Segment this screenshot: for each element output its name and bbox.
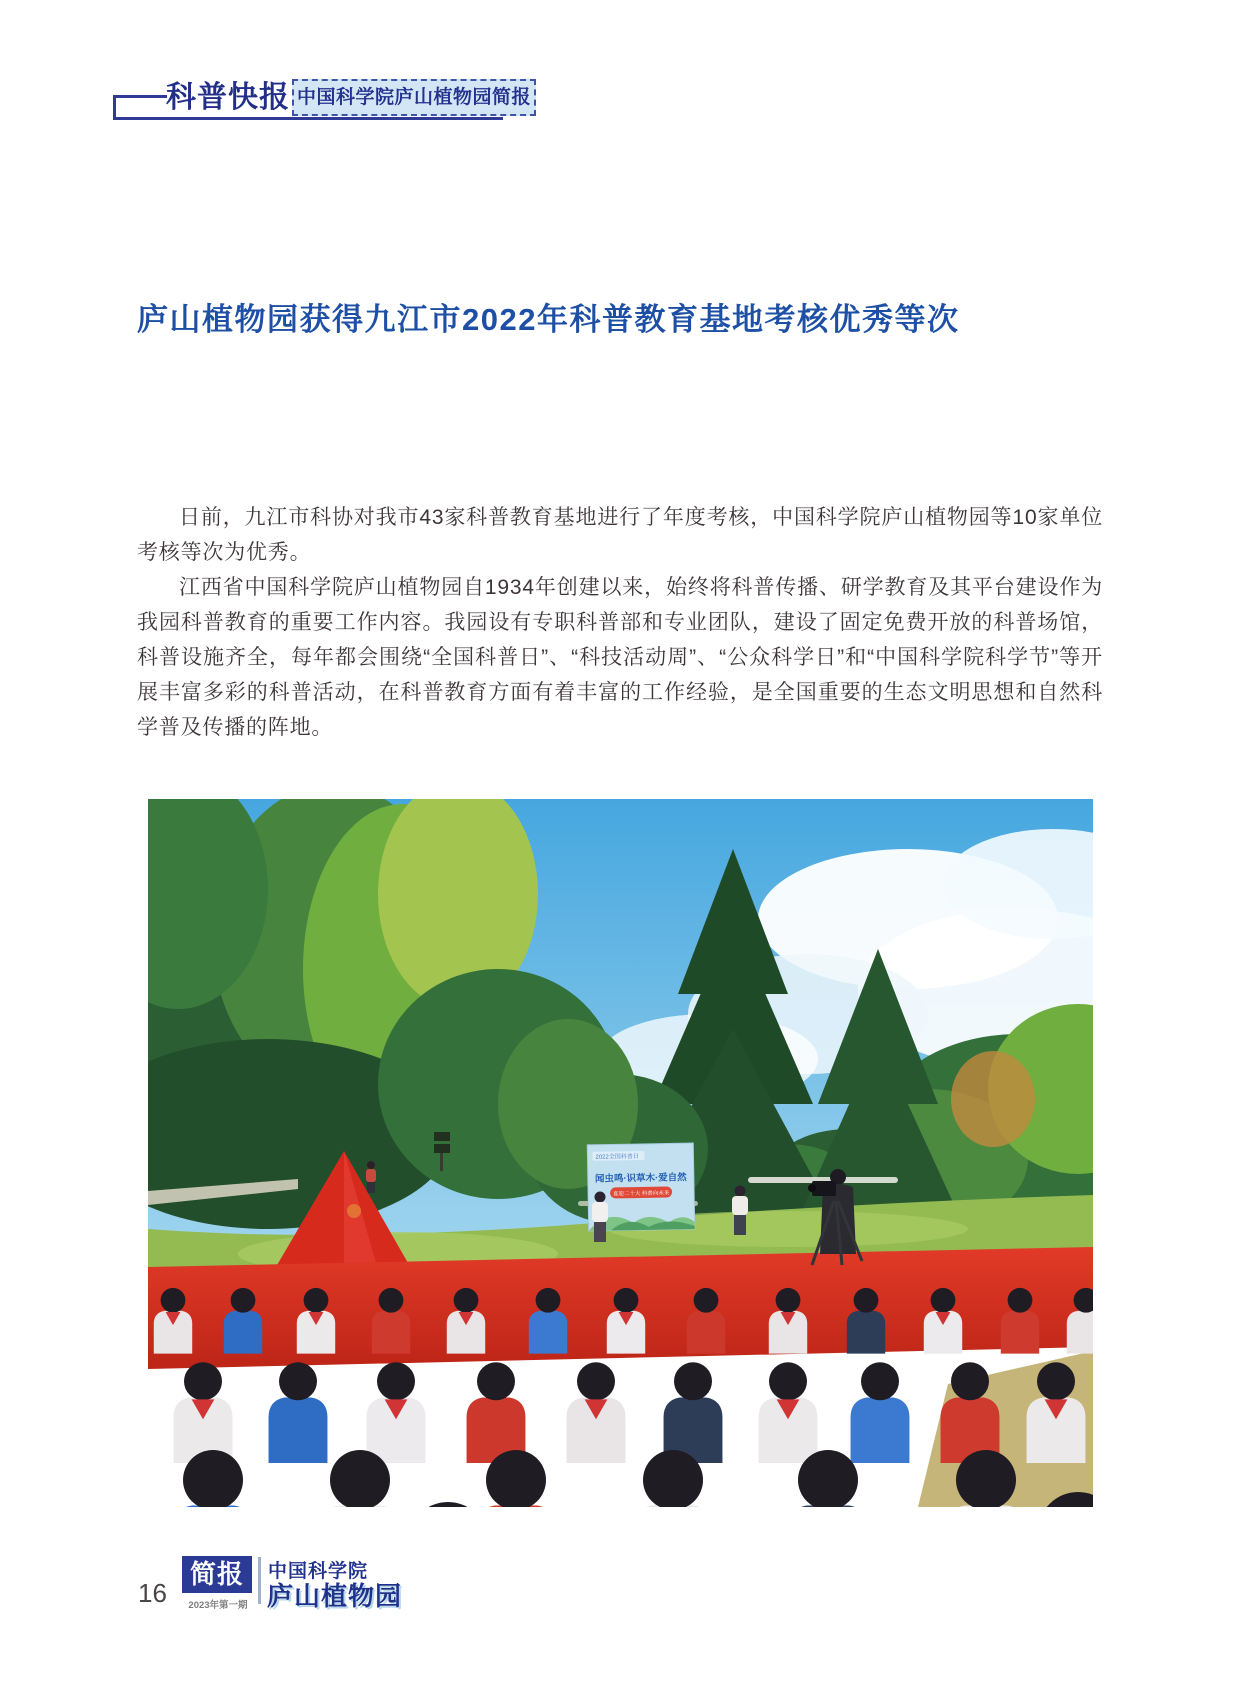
header-bulletin-subtitle: 中国科学院庐山植物园简报 — [292, 79, 536, 116]
crowd-middle-row — [174, 1362, 1086, 1463]
footer-issue: 2023年第一期 — [188, 1600, 248, 1611]
article-paragraph: 江西省中国科学院庐山植物园自1934年创建以来，始终将科普传播、研学教育及其平台建设作为我园科普教育的重要工作内容。我园设有专职科普部和专业团队，建设了固定免费开放的科普场馆，科普设施齐全，每年都会围绕“全国科普日”、“科技活动周”、“公众科学日”和“中国科学院科学节”等开展丰富多彩的科普活动，在科普教育方面有着丰富的工作经验，是全国重要的生态文明思想和自然科学普及传播的阵地。 — [137, 576, 1103, 739]
header-bracket-line — [113, 95, 167, 98]
footer-logo: 简报 — [182, 1556, 252, 1593]
article-paragraph: 日前，九江市科协对我市43家科普教育基地进行了年度考核，中国科学院庐山植物园等10家单位考核等次为优秀。 — [137, 506, 1103, 564]
footer-organization-line1: 中国科学院 — [268, 1561, 369, 1582]
distant-visitor — [366, 1161, 376, 1193]
article-title: 庐山植物园获得九江市2022年科普教育基地考核优秀等次 — [137, 302, 960, 337]
banner-title-text: 闻虫鸣·识草木·爱自然 — [594, 1172, 687, 1185]
event-photo — [148, 799, 1093, 1507]
footer-divider — [258, 1557, 261, 1604]
banner-tag-text: 2022全国科普日 — [595, 1154, 639, 1161]
footer-organization-line2: 庐山植物园 — [267, 1581, 403, 1611]
article-body — [137, 500, 1103, 745]
header-bracket-line — [113, 117, 503, 120]
page-number: 16 — [138, 1578, 167, 1608]
banner-slogan-text: 喜迎二十大 科普向未来 — [612, 1190, 670, 1198]
header-section-tag: 科普快报 — [166, 81, 290, 114]
